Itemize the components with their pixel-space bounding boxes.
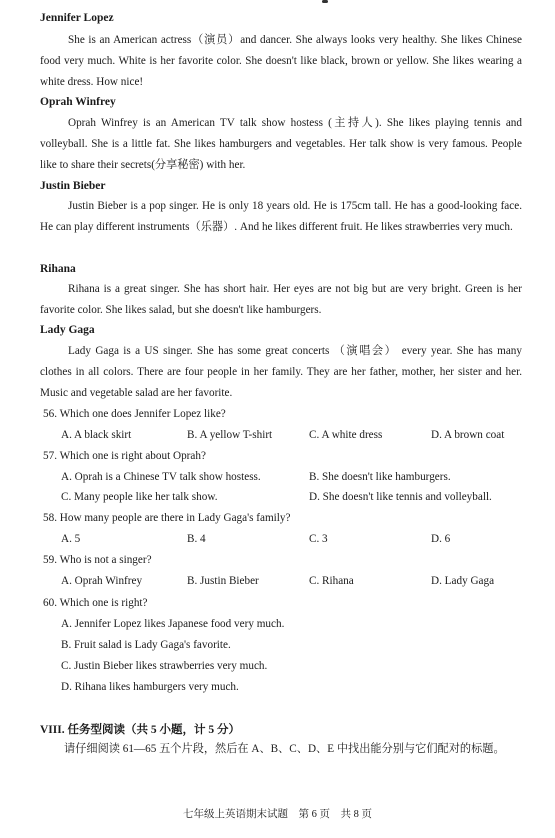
passage-name-oprah: Oprah Winfrey [40, 96, 116, 108]
question-57: 57. Which one is right about Oprah? [43, 450, 206, 462]
scan-mark [322, 0, 328, 3]
q56-option-c: C. A white dress [309, 429, 383, 441]
q57-option-d: D. She doesn't like tennis and volleyball. [309, 491, 492, 503]
q58-option-d: D. 6 [431, 533, 451, 545]
passage-text-ladygaga: Lady Gaga is a US singer. She has some great concerts （演唱会） every year. She has many clothes in all colors. There are four people in her family. They are her father, mother, her sister and her. Music and vegetable salad are her favorite. [40, 345, 522, 399]
page-footer: 七年级上英语期末试题 第 6 页 共 8 页 [183, 809, 372, 820]
question-58: 58. How many people are there in Lady Gaga's family? [43, 512, 291, 524]
passage-text-rihana: Rihana is a great singer. She has short hair. Her eyes are not big but are very bright. Green is her favorite color. She likes salad, but she doesn't like hamburgers. [40, 283, 522, 316]
q60-option-d: D. Rihana likes hamburgers very much. [61, 681, 239, 693]
q56-option-a: A. A black skirt [61, 429, 132, 441]
q56-option-d: D. A brown coat [431, 429, 505, 441]
q59-option-b: B. Justin Bieber [187, 575, 259, 587]
passage-text-justin: Justin Bieber is a pop singer. He is only 18 years old. He is 175cm tall. He has a good-looking face. He can play different instruments（乐器）. And he likes different fruit. He likes strawberries very much. [40, 200, 522, 233]
question-56: 56. Which one does Jennifer Lopez like? [43, 408, 226, 420]
q59-option-a: A. Oprah Winfrey [61, 575, 143, 587]
q60-option-b: B. Fruit salad is Lady Gaga's favorite. [61, 639, 231, 651]
passage-text-oprah: Oprah Winfrey is an American TV talk show hostess (主持人). She likes playing tennis and volleyball. She is a little fat. She likes hamburgers and vegetables. Her talk show is very famous. People like to share their secrets(分享秘密) with her. [40, 117, 522, 171]
passage-name-rihana: Rihana [40, 263, 76, 275]
passage-name-jennifer: Jennifer Lopez [40, 12, 114, 24]
question-60: 60. Which one is right? [43, 597, 148, 609]
q58-option-a: A. 5 [61, 533, 81, 545]
q56-option-b: B. A yellow T-shirt [187, 429, 273, 441]
section-title: VIII. 任务型阅读（共 5 小题，计 5 分） [40, 724, 240, 736]
q60-option-a: A. Jennifer Lopez likes Japanese food very much. [61, 618, 285, 630]
q60-option-c: C. Justin Bieber likes strawberries very much. [61, 660, 268, 672]
passage-name-justin: Justin Bieber [40, 180, 106, 192]
q59-option-c: C. Rihana [309, 575, 354, 587]
q58-option-b: B. 4 [187, 533, 206, 545]
q59-option-d: D. Lady Gaga [431, 575, 495, 587]
q57-option-a: A. Oprah is a Chinese TV talk show hostess. [61, 471, 261, 483]
passage-text-jennifer: She is an American actress（演员）and dancer. She always looks very healthy. She likes Chinese food very much. White is her favorite color. She doesn't like black, brown or yellow. She likes wearing a white dress. How nice! [40, 34, 522, 88]
passage-name-ladygaga: Lady Gaga [40, 324, 95, 336]
q57-option-b: B. She doesn't like hamburgers. [309, 471, 451, 483]
q58-option-c: C. 3 [309, 533, 328, 545]
question-59: 59. Who is not a singer? [43, 554, 152, 566]
section-instruction: 请仔细阅读 61—65 五个片段，然后在 A、B、C、D、E 中找出能分别与它们配对的标题。 [64, 743, 505, 755]
q57-option-c: C. Many people like her talk show. [61, 491, 218, 503]
